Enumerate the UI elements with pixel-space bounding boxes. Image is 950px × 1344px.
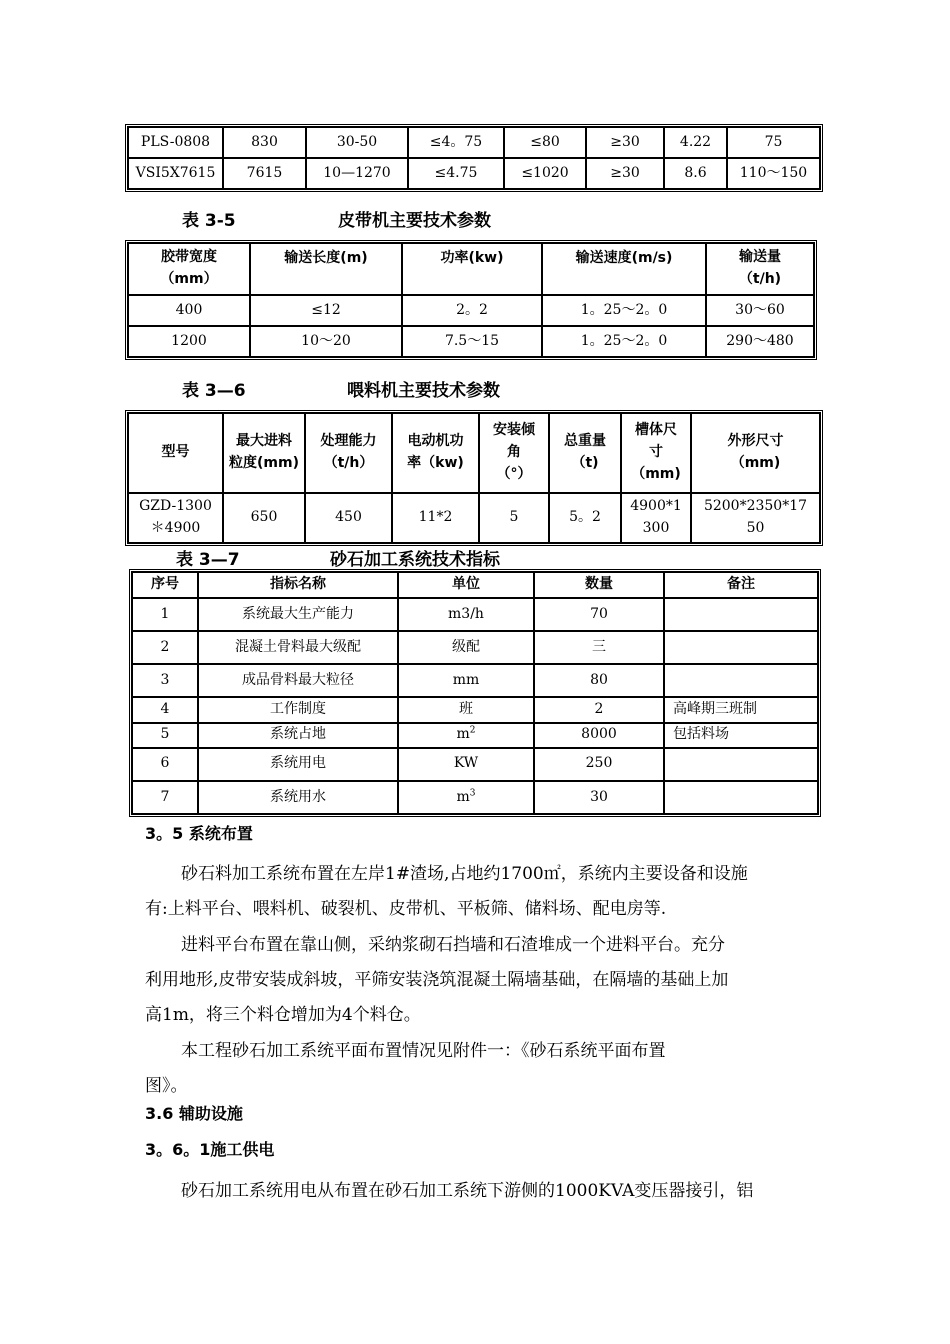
table-cell: 高峰期三班制 bbox=[664, 697, 818, 722]
paragraph-line: 利用地形,皮带安装成斜坡，平筛安装浇筑混凝土隔墙基础，在隔墙的基础上加 bbox=[145, 970, 729, 990]
table-cell: $m^3$ bbox=[398, 781, 534, 814]
table-3-6-label: 表 3—6 bbox=[182, 381, 246, 401]
table-cell: 450 bbox=[305, 493, 392, 543]
header-cell: 输送速度(m/s) bbox=[542, 243, 706, 295]
header-cell: 型号 bbox=[128, 413, 223, 493]
table-cell: 400 bbox=[128, 295, 250, 326]
table-cell: m3/h bbox=[398, 598, 534, 631]
table-cell bbox=[664, 748, 818, 781]
table-cell: 4900*1 300 bbox=[621, 493, 691, 543]
table-cell: 4.22 bbox=[664, 127, 727, 158]
table-cell: 2 bbox=[132, 631, 198, 664]
table-row bbox=[128, 127, 820, 158]
table-cell: 系统用电 bbox=[198, 748, 398, 781]
header-cell: 处理能力 （t/h） bbox=[305, 413, 392, 493]
table-cell: ≥30 bbox=[586, 158, 664, 189]
table-cell: 系统用水 bbox=[198, 781, 398, 814]
paragraph-line: 进料平台布置在靠山侧，采纳浆砌石挡墙和石渣堆成一个进料平台。充分 bbox=[181, 935, 725, 955]
table-3-5 bbox=[125, 240, 817, 360]
table-cell: 250 bbox=[534, 748, 664, 781]
table-cell: 11*2 bbox=[392, 493, 479, 543]
table-cell: 7.5～15 bbox=[402, 326, 542, 357]
table-cell bbox=[664, 664, 818, 697]
table-3-6 bbox=[125, 410, 823, 546]
table-header-row bbox=[128, 243, 814, 295]
table-cell: 8000 bbox=[534, 723, 664, 748]
header-cell: 输送量 （t/h) bbox=[706, 243, 814, 295]
table-cell: 4 bbox=[132, 697, 198, 722]
table-cell: 7615 bbox=[223, 158, 306, 189]
table-row bbox=[132, 723, 818, 748]
table-cell: $m^2$ bbox=[398, 723, 534, 748]
table-row bbox=[132, 631, 818, 664]
header-cell: 最大进料 粒度(mm) bbox=[223, 413, 305, 493]
table-cell: ≤12 bbox=[250, 295, 402, 326]
table-cell: 6 bbox=[132, 748, 198, 781]
table-cell: GZD-1300 ＊4900 bbox=[128, 493, 223, 543]
table-3-5-title: 皮带机主要技术参数 bbox=[338, 211, 491, 231]
table-row bbox=[132, 697, 818, 722]
header-cell: 序号 bbox=[132, 572, 198, 598]
table-row bbox=[128, 493, 820, 543]
table-header-row bbox=[128, 413, 820, 493]
table-cell: 成品骨料最大粒径 bbox=[198, 664, 398, 697]
table-cell: ≤80 bbox=[504, 127, 586, 158]
table-cell: 5。2 bbox=[549, 493, 621, 543]
table-cell: 三 bbox=[534, 631, 664, 664]
table-row bbox=[132, 781, 818, 814]
table-3-7 bbox=[129, 569, 821, 817]
table-3-5-label: 表 3-5 bbox=[182, 211, 236, 231]
table-cell: 级配 bbox=[398, 631, 534, 664]
header-cell: 功率(kw) bbox=[402, 243, 542, 295]
paragraph-line: 图》。 bbox=[145, 1076, 188, 1096]
header-cell: 输送长度(m) bbox=[250, 243, 402, 295]
paragraph-line: 砂石料加工系统布置在左岸1#渣场,占地约1700㎡，系统内主要设备和设施 bbox=[181, 864, 748, 884]
table-cell: 3 bbox=[132, 664, 198, 697]
section-3-6-1-heading: 3。6。1施工供电 bbox=[145, 1140, 275, 1159]
table-3-6-title: 喂料机主要技术参数 bbox=[347, 381, 500, 401]
table-cell bbox=[664, 781, 818, 814]
table-cell bbox=[664, 631, 818, 664]
table-cell: 工作制度 bbox=[198, 697, 398, 722]
table-cell: mm bbox=[398, 664, 534, 697]
header-cell: 备注 bbox=[664, 572, 818, 598]
section-3-5-heading: 3。5 系统布置 bbox=[145, 824, 253, 843]
table-cell: 830 bbox=[223, 127, 306, 158]
table-cell: 系统占地 bbox=[198, 723, 398, 748]
table-cell: 7 bbox=[132, 781, 198, 814]
table-cell: VSI5X7615 bbox=[128, 158, 223, 189]
table-cell: 系统最大生产能力 bbox=[198, 598, 398, 631]
section-3-5-paragraph-2 bbox=[145, 928, 810, 1033]
table-cell: 75 bbox=[727, 127, 820, 158]
table-cell: 1。25～2。0 bbox=[542, 295, 706, 326]
header-cell: 数量 bbox=[534, 572, 664, 598]
table-cell: 110～150 bbox=[727, 158, 820, 189]
table-cell: 30-50 bbox=[306, 127, 408, 158]
header-cell: 电动机功 率（kw) bbox=[392, 413, 479, 493]
table-cell: 1200 bbox=[128, 326, 250, 357]
header-cell: 外形尺寸 （mm) bbox=[691, 413, 820, 493]
table-row bbox=[128, 158, 820, 189]
table-cell: 650 bbox=[223, 493, 305, 543]
paragraph-line: 有:上料平台、喂料机、破裂机、皮带机、平板筛、储料场、配电房等. bbox=[145, 899, 667, 919]
table-3-7-title: 砂石加工系统技术指标 bbox=[330, 550, 500, 570]
header-cell: 总重量 （t) bbox=[549, 413, 621, 493]
paragraph-line: 砂石加工系统用电从布置在砂石加工系统下游侧的1000KVA变压器接引，铝 bbox=[181, 1181, 754, 1201]
table-row bbox=[132, 748, 818, 781]
table-cell: PLS-0808 bbox=[128, 127, 223, 158]
table-cell: 5 bbox=[132, 723, 198, 748]
table-cell: 80 bbox=[534, 664, 664, 697]
table-cell: KW bbox=[398, 748, 534, 781]
table-cell: ≥30 bbox=[586, 127, 664, 158]
header-cell: 安装倾 角 （°） bbox=[479, 413, 549, 493]
table-cell: 10—1270 bbox=[306, 158, 408, 189]
table-cell: 290～480 bbox=[706, 326, 814, 357]
paragraph-line: 本工程砂石加工系统平面布置情况见附件一：《砂石系统平面布置 bbox=[181, 1041, 666, 1061]
table-cell: 30 bbox=[534, 781, 664, 814]
section-3-6-1-paragraph-1 bbox=[145, 1174, 810, 1209]
section-3-6-heading: 3.6 辅助设施 bbox=[145, 1104, 243, 1123]
table-3-4-continuation bbox=[125, 124, 823, 192]
table-row bbox=[132, 664, 818, 697]
table-row bbox=[132, 598, 818, 631]
header-cell: 单位 bbox=[398, 572, 534, 598]
table-3-7-label: 表 3—7 bbox=[176, 550, 240, 570]
table-cell: 2。2 bbox=[402, 295, 542, 326]
table-cell: 10～20 bbox=[250, 326, 402, 357]
table-cell: 包括料场 bbox=[664, 723, 818, 748]
section-3-5-paragraph-1 bbox=[145, 857, 810, 927]
table-row bbox=[128, 295, 814, 326]
table-cell: 70 bbox=[534, 598, 664, 631]
table-header-row bbox=[132, 572, 818, 598]
header-cell: 槽体尺 寸 （mm) bbox=[621, 413, 691, 493]
table-cell: ≤4。75 bbox=[408, 127, 504, 158]
table-cell: ≤1020 bbox=[504, 158, 586, 189]
table-cell: 1 bbox=[132, 598, 198, 631]
table-cell: 1。25～2。0 bbox=[542, 326, 706, 357]
table-cell: ≤4.75 bbox=[408, 158, 504, 189]
paragraph-line: 高1m，将三个料仓增加为4个料仓。 bbox=[145, 1005, 421, 1025]
table-cell: 班 bbox=[398, 697, 534, 722]
table-row bbox=[128, 326, 814, 357]
header-cell: 胶带宽度 （mm） bbox=[128, 243, 250, 295]
table-cell: 混凝土骨料最大级配 bbox=[198, 631, 398, 664]
section-3-5-paragraph-3 bbox=[145, 1034, 810, 1104]
table-cell: 5 bbox=[479, 493, 549, 543]
table-cell: 2 bbox=[534, 697, 664, 722]
table-cell: 8.6 bbox=[664, 158, 727, 189]
table-cell: 30～60 bbox=[706, 295, 814, 326]
header-cell: 指标名称 bbox=[198, 572, 398, 598]
table-cell bbox=[664, 598, 818, 631]
table-cell: 5200*2350*17 50 bbox=[691, 493, 820, 543]
